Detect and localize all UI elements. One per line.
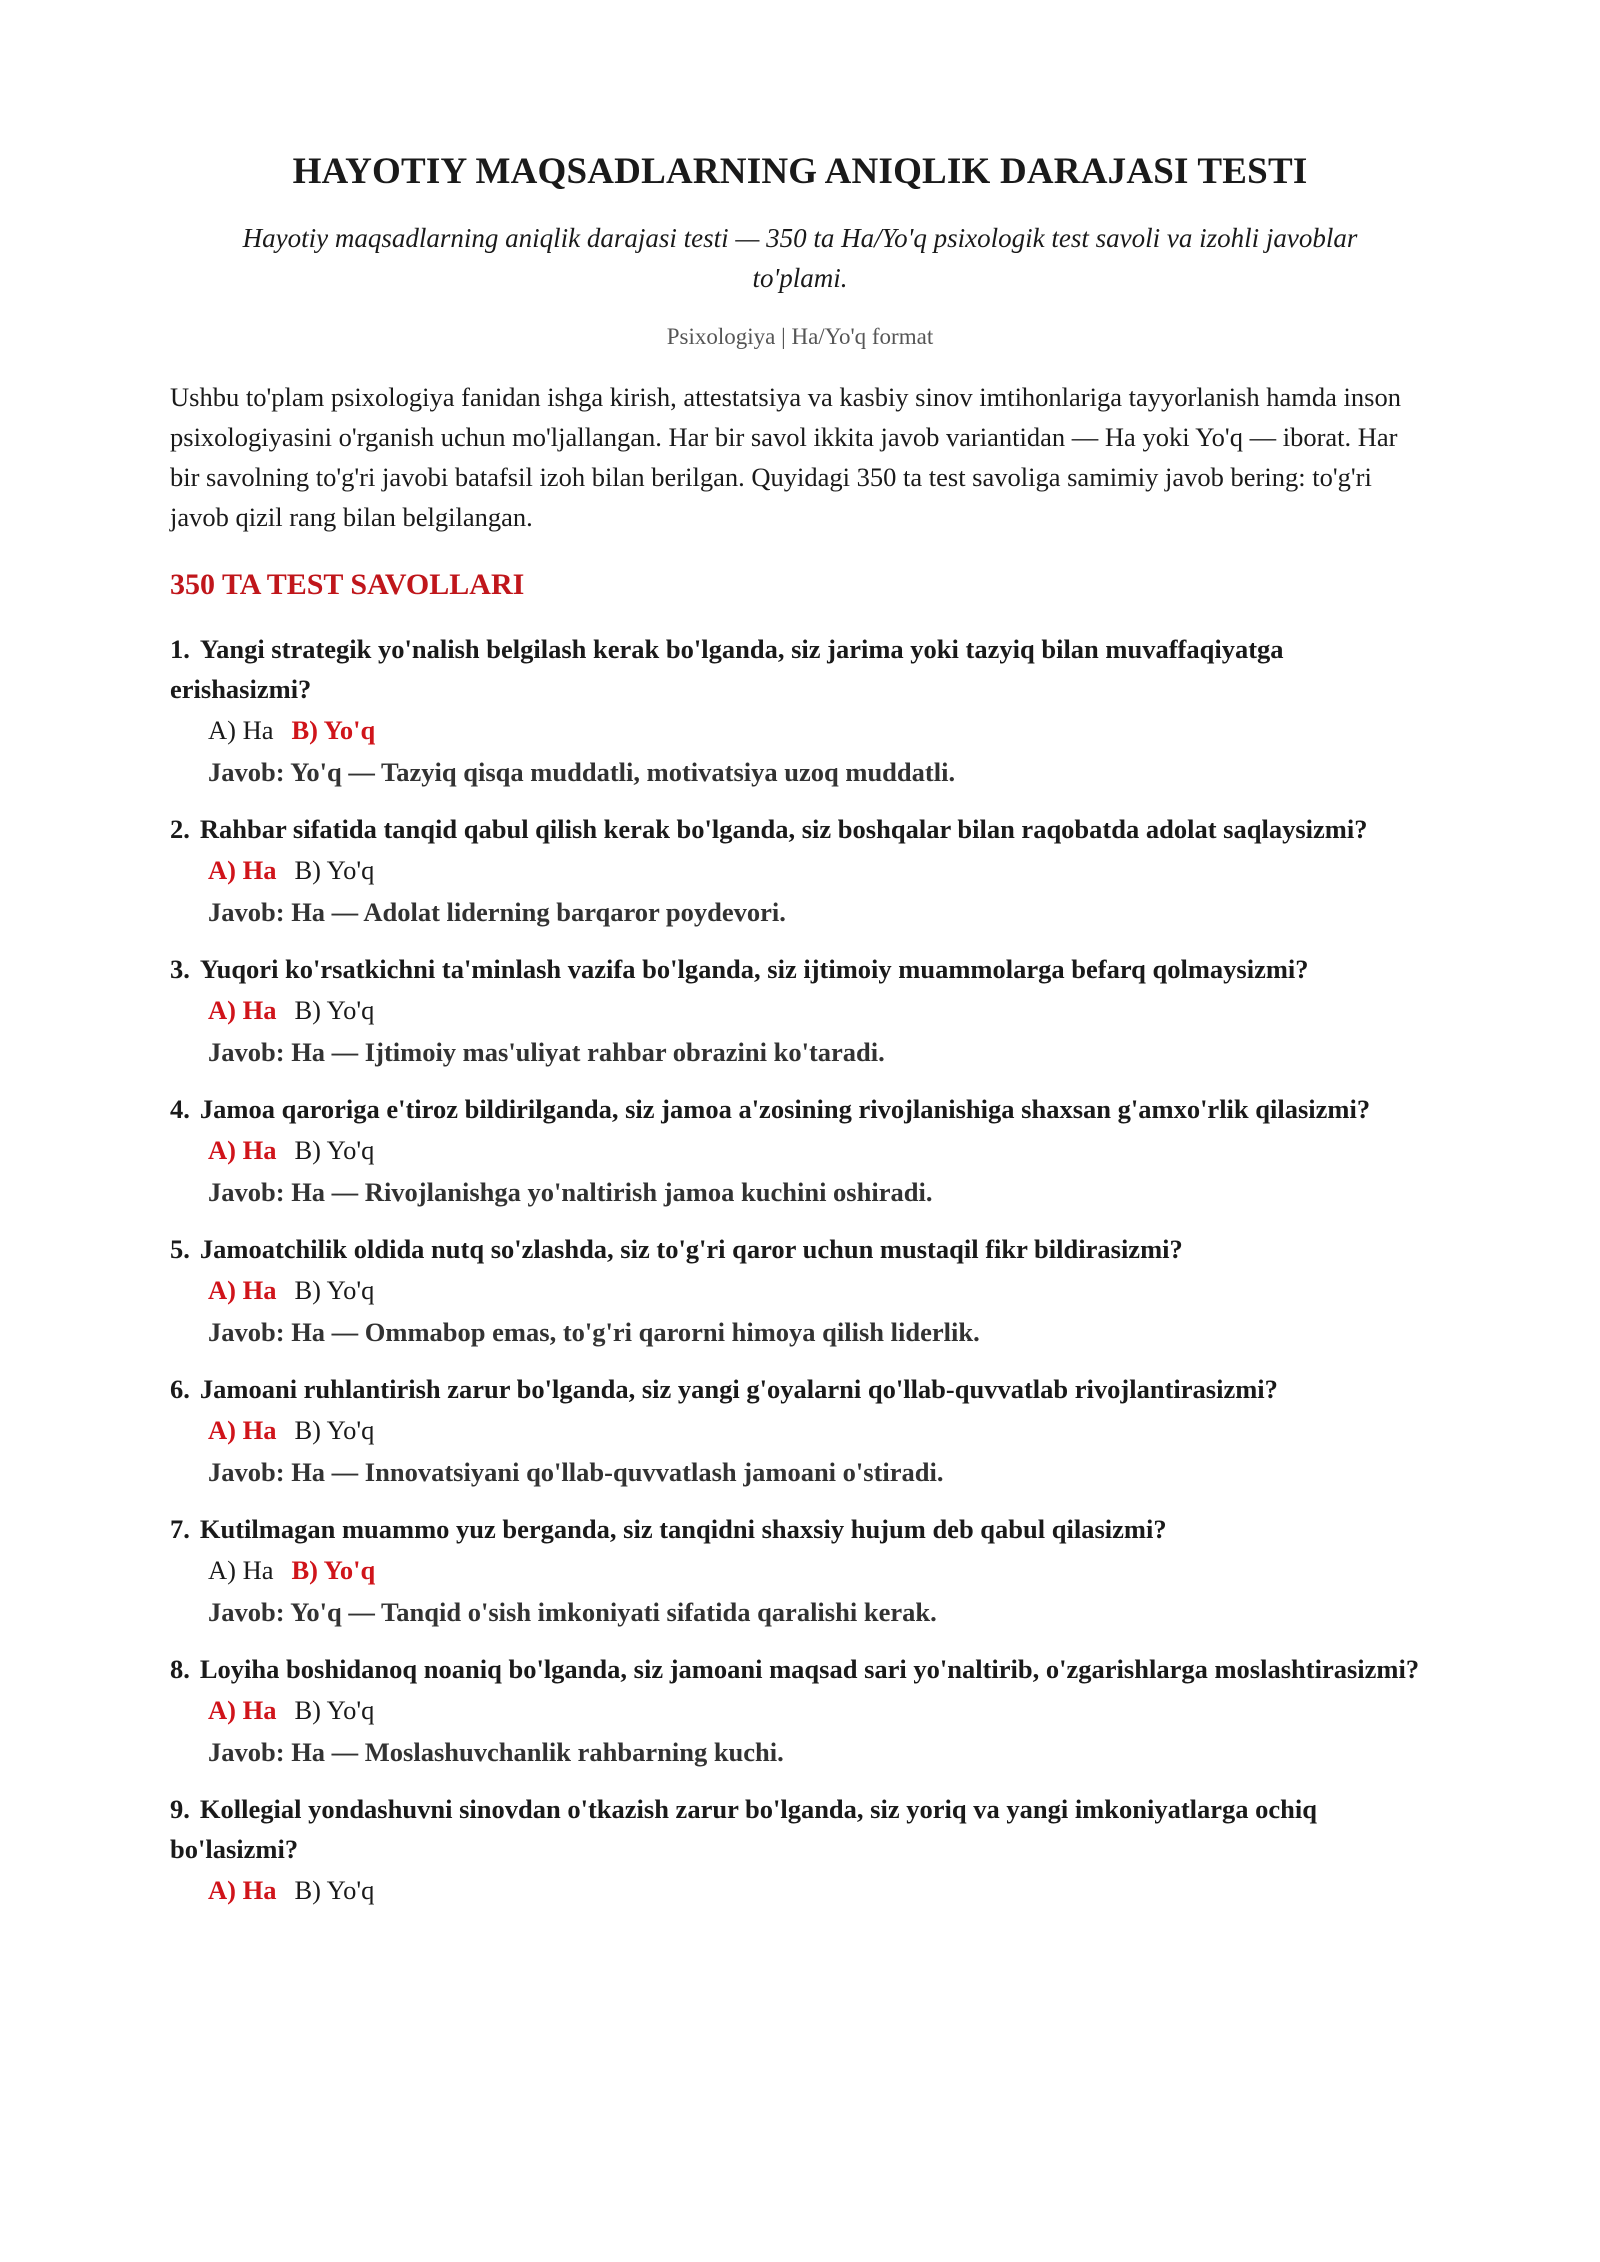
answer-explanation: Javob: Ha — Moslashuvchanlik rahbarning kuchi.: [208, 1737, 784, 1768]
question-body: Jamoa qaroriga e'tiroz bildirilganda, siz jamoa a'zosining rivojlanishiga shaxsan g'amxo'rlik qilasizmi?: [199, 1094, 1371, 1125]
question-number: 3.: [170, 954, 190, 985]
question-number: 5.: [170, 1234, 190, 1265]
question-number: 2.: [170, 814, 190, 845]
option-a: A) Ha: [208, 1875, 277, 1906]
question-text: [170, 1089, 1430, 1129]
answer-explanation: Javob: Ha — Ommabop emas, to'g'ri qarorni himoya qilish liderlik.: [208, 1317, 980, 1348]
question-body: Kollegial yondashuvni sinovdan o'tkazish zarur bo'lganda, siz yoriq va yangi imkoniyatlarga ochiq bo'lasizmi?: [170, 1794, 1318, 1865]
question-number: 6.: [170, 1374, 190, 1405]
answer-options: [170, 1409, 1430, 1451]
answer-explanation: Javob: Ha — Rivojlanishga yo'naltirish jamoa kuchini oshiradi.: [208, 1177, 933, 1208]
document-intro: Ushbu to'plam psixologiya fanidan ishga kirish, attestatsiya va kasbiy sinov imtihonlariga tayyorlanish hamda inson psixologiyasini o'rganish uchun mo'ljallangan. Har bir savol ikkita javob variantidan — Ha yoki Yo'q — iborat. Har bir savolning to'g'ri javobi batafsil izoh bilan berilgan. Quyidagi 350 ta test savoliga samimiy javob bering: to'g'ri javob qizil rang bilan belgilangan.: [170, 382, 1401, 533]
question-item: [170, 1089, 1430, 1213]
question-body: Kutilmagan muammo yuz berganda, siz tanqidni shaxsiy hujum deb qabul qilasizmi?: [199, 1514, 1167, 1545]
question-item: [170, 1369, 1430, 1493]
document-title: HAYOTIY MAQSADLARNING ANIQLIK DARAJASI TESTI: [292, 151, 1308, 192]
option-b: B) Yo'q: [291, 1555, 376, 1586]
question-text: [170, 1369, 1430, 1409]
question-text: [170, 1229, 1430, 1269]
option-b: B) Yo'q: [294, 1415, 375, 1446]
question-item: [170, 1649, 1430, 1773]
answer-explanation: Javob: Yo'q — Tanqid o'sish imkoniyati sifatida qaralishi kerak.: [208, 1597, 937, 1628]
option-a: A) Ha: [208, 1695, 277, 1726]
question-body: Yuqori ko'rsatkichni ta'minlash vazifa bo'lganda, siz ijtimoiy muammolarga befarq qolmaysizmi?: [199, 954, 1309, 985]
section-heading: 350 TA TEST SAVOLLARI: [170, 568, 525, 602]
answer-options: [170, 1689, 1430, 1731]
answer-explanation: Javob: Yo'q — Tazyiq qisqa muddatli, motivatsiya uzoq muddatli.: [208, 757, 956, 788]
answer-options: [170, 989, 1430, 1031]
question-number: 8.: [170, 1654, 190, 1685]
option-a: A) Ha: [208, 715, 274, 746]
question-number: 7.: [170, 1514, 190, 1545]
answer-explanation: Javob: Ha — Adolat liderning barqaror poydevori.: [208, 897, 786, 928]
document-meta: Psixologiya | Ha/Yo'q format: [666, 324, 934, 350]
question-number: 9.: [170, 1794, 190, 1825]
question-item: [170, 1229, 1430, 1353]
option-b: B) Yo'q: [294, 1135, 375, 1166]
question-text: [170, 629, 1430, 709]
option-a: A) Ha: [208, 1555, 274, 1586]
question-body: Rahbar sifatida tanqid qabul qilish kerak bo'lganda, siz boshqalar bilan raqobatda adolat saqlaysizmi?: [199, 814, 1368, 845]
question-item: [170, 1509, 1430, 1633]
question-number: 4.: [170, 1094, 190, 1125]
question-item: [170, 629, 1430, 793]
question-text: [170, 1649, 1430, 1689]
question-text: [170, 1509, 1430, 1549]
question-text: [170, 949, 1430, 989]
answer-options: [170, 849, 1430, 891]
option-b: B) Yo'q: [294, 995, 375, 1026]
option-a: A) Ha: [208, 1415, 277, 1446]
option-a: A) Ha: [208, 1275, 277, 1306]
question-item: [170, 809, 1430, 933]
question-item: [170, 1789, 1430, 1911]
answer-explanation: Javob: Ha — Innovatsiyani qo'llab-quvvatlash jamoani o'stiradi.: [208, 1457, 944, 1488]
option-a: A) Ha: [208, 855, 277, 886]
answer-options: [170, 1549, 1430, 1591]
answer-explanation: Javob: Ha — Ijtimoiy mas'uliyat rahbar obrazini ko'taradi.: [208, 1037, 885, 1068]
question-body: Yangi strategik yo'nalish belgilash kerak bo'lganda, siz jarima yoki tazyiq bilan muvaffaqiyatga erishasizmi?: [170, 634, 1284, 705]
question-number: 1.: [170, 634, 190, 665]
question-body: Jamoani ruhlantirish zarur bo'lganda, siz yangi g'oyalarni qo'llab-quvvatlab rivojlantirasizmi?: [199, 1374, 1278, 1405]
option-a: A) Ha: [208, 1135, 277, 1166]
option-b: B) Yo'q: [294, 1695, 375, 1726]
option-b: B) Yo'q: [294, 855, 375, 886]
document-subtitle: Hayotiy maqsadlarning aniqlik darajasi testi — 350 ta Ha/Yo'q psixologik test savoli va izohli javoblar to'plami.: [242, 223, 1358, 294]
option-b: B) Yo'q: [294, 1275, 375, 1306]
answer-options: [170, 1869, 1430, 1911]
option-a: A) Ha: [208, 995, 277, 1026]
question-text: [170, 1789, 1430, 1869]
option-b: B) Yo'q: [291, 715, 376, 746]
question-text: [170, 809, 1430, 849]
question-item: [170, 949, 1430, 1073]
option-b: B) Yo'q: [294, 1875, 375, 1906]
answer-options: [170, 1269, 1430, 1311]
question-list: [170, 629, 1430, 1911]
answer-options: [170, 709, 1430, 751]
question-body: Jamoatchilik oldida nutq so'zlashda, siz to'g'ri qaror uchun mustaqil fikr bildirasizmi?: [199, 1234, 1183, 1265]
answer-options: [170, 1129, 1430, 1171]
question-body: Loyiha boshidanoq noaniq bo'lganda, siz jamoani maqsad sari yo'naltirib, o'zgarishlarga moslashtirasizmi?: [199, 1654, 1420, 1685]
